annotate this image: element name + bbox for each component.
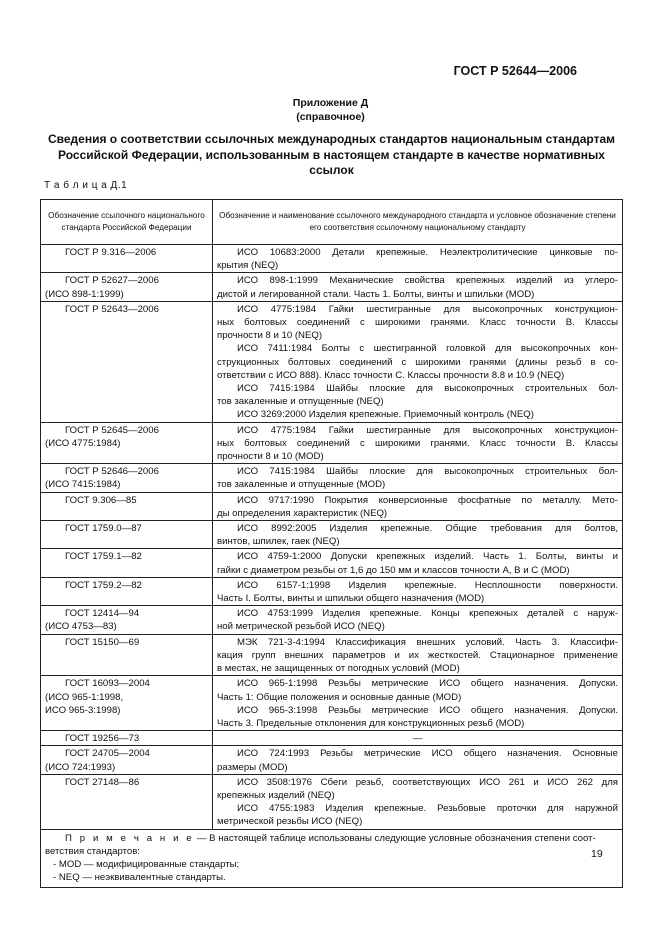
document-designation: ГОСТ Р 52644—2006	[453, 64, 577, 78]
international-standard-text: ИСО 7411:1984 Болты с шестигранной головкой для высокопрочных кон-	[237, 343, 618, 355]
international-standard-text: ИСО 4759-1:2000 Допуски крепежных изделий. Часть 1. Болты, винты и	[237, 551, 618, 563]
national-standard-cell	[41, 301, 213, 422]
heading-line: Сведения о соответствии ссылочных международных стандартов национальным стандартам	[48, 132, 615, 146]
note-first-line	[45, 832, 618, 845]
international-standard-cell	[213, 731, 623, 746]
international-standard-cell	[213, 606, 623, 634]
international-standard-text: крытия (NEQ)	[217, 260, 279, 272]
table-row	[41, 492, 623, 520]
table-row	[41, 731, 623, 746]
national-standard-designation: ГОСТ 19256—73	[65, 733, 140, 745]
national-standard-cell	[41, 492, 213, 520]
international-standard-cell	[213, 422, 623, 464]
table-row	[41, 245, 623, 273]
note-text: — В настоящей таблице использованы следующие условные обозначения степени соот-	[194, 832, 596, 844]
national-standard-designation: ГОСТ Р 9.316—2006	[65, 247, 157, 258]
national-standard-cell	[41, 676, 213, 731]
page-number: 19	[591, 848, 603, 860]
international-standard-text: Часть I. Болты, винты и шпильки общего назначения (MOD)	[217, 593, 485, 605]
international-standard-text: прочности 8 и 10 (MOD)	[217, 451, 324, 463]
international-standard-text: ИСО 9717:1990 Покрытия конверсионные фосфатные по металлу. Мето-	[237, 494, 618, 506]
note-label: П р и м е ч а н и е	[65, 832, 195, 844]
international-standard-text: ИСО 3269:2000 Изделия крепежные. Приемочный контроль (NEQ)	[237, 409, 534, 421]
international-standard-text: ИСО 3508:1976 Сбеги резьб, соответствующих ИСО 261 и ИСО 262 для	[237, 776, 618, 788]
national-standard-designation: ИСО 965-3:1998)	[45, 704, 121, 716]
international-standard-text: ИСО 724:1993 Резьбы метрические ИСО общего назначения. Основные	[237, 748, 618, 760]
international-standard-text: винтов, шпилек, гаек (NEQ)	[217, 536, 340, 548]
national-standard-cell	[41, 746, 213, 774]
international-standard-text: ды определения характеристик (NEQ)	[217, 507, 388, 519]
international-standard-text: гайки с диаметром резьбы от 1,6 до 150 мм и классов точности А, В и С (MOD)	[217, 564, 570, 576]
national-standard-designation: ГОСТ 24705—2004	[65, 748, 150, 760]
national-standard-designation: ГОСТ Р 52645—2006	[65, 424, 159, 436]
international-standard-cell	[213, 301, 623, 422]
international-standard-text: ИСО 6157-1:1998 Изделия крепежные. Несплошности поверхности.	[237, 579, 618, 591]
international-standard-cell	[213, 273, 623, 301]
international-standard-text: ной метрической резьбой ИСО (NEQ)	[217, 621, 385, 633]
national-standard-cell	[41, 464, 213, 492]
international-standard-text: МЭК 721-3-4:1994 Классификация внешних условий. Часть 3. Классифи-	[237, 636, 618, 648]
national-standard-designation: ГОСТ 9.306—85	[65, 494, 137, 506]
national-standard-designation: (ИСО 965-1:1998,	[45, 691, 124, 703]
table-body	[41, 245, 623, 830]
national-standard-designation: ГОСТ 1759.0—87	[65, 523, 142, 535]
international-standard-text: ИСО 10683:2000 Детали крепежные. Неэлектролитические цинковые по-	[237, 247, 618, 258]
international-standard-text: ИСО 4775:1984 Гайки шестигранные для высокопрочных конструкцион-	[237, 303, 618, 315]
appendix-subtitle: (справочное)	[296, 111, 365, 123]
appendix-title: Приложение Д	[292, 97, 369, 109]
table-row	[41, 422, 623, 464]
table-caption: Т а б л и ц а Д.1	[44, 180, 128, 191]
international-standard-text: ИСО 4755:1983 Изделия крепежные. Резьбовые проточки для наружной	[237, 803, 618, 815]
column-header-international: Обозначение и наименование ссылочного международного стандарта и условное обозначение степени его соответствия ссылочному национальному стандарту	[213, 200, 623, 245]
international-standard-cell	[213, 464, 623, 492]
international-standard-text: дистой и легированной стали. Часть 1. Болты, винты и шпильки (MOD)	[217, 288, 535, 300]
national-standard-designation: ГОСТ Р 52643—2006	[65, 303, 159, 315]
international-standard-text: метрической резьбы ИСО (NEQ)	[217, 816, 363, 828]
national-standard-cell	[41, 606, 213, 634]
note-text-continued: ветствия стандартов:	[45, 845, 140, 857]
section-heading	[40, 132, 623, 179]
international-standard-text: ИСО 8992:2005 Изделия крепежные. Общие требования для болтов,	[237, 523, 618, 535]
national-standard-cell	[41, 273, 213, 301]
national-standard-designation: (ИСО 7415:1984)	[45, 479, 121, 491]
national-standard-designation: ГОСТ 1759.2—82	[65, 579, 142, 591]
heading-line: Российской Федерации, использованным в настоящем стандарте в качестве нормативных	[58, 147, 605, 162]
national-standard-designation: (ИСО 724:1993)	[45, 761, 116, 773]
national-standard-cell	[41, 731, 213, 746]
national-standard-cell	[41, 422, 213, 464]
international-standard-text: ИСО 965-1:1998 Резьбы метрические ИСО общего назначения. Допуски.	[237, 678, 618, 690]
table-row	[41, 634, 623, 676]
national-standard-designation: ГОСТ 27148—86	[65, 776, 140, 788]
international-standard-text: Часть 1: Общие положения и основные данные (MOD)	[217, 691, 462, 703]
international-standard-text: ИСО 7415:1984 Шайбы плоские для высокопрочных строительных бол-	[237, 466, 618, 478]
national-standard-designation: (ИСО 4775:1984)	[45, 437, 121, 449]
international-standard-text: тов закаленные и отпущенные (MOD)	[217, 479, 386, 491]
national-standard-designation: ГОСТ Р 52646—2006	[65, 466, 159, 478]
international-standard-text: ИСО 898-1:1999 Механические свойства крепежных изделий из углеро-	[237, 275, 618, 287]
international-standard-cell	[213, 676, 623, 731]
international-standard-cell	[213, 492, 623, 520]
heading-line: ссылок	[309, 163, 354, 177]
international-standard-text: в местах, не защищенных от погодных условий (MOD)	[217, 663, 460, 675]
national-standard-designation: ГОСТ 16093—2004	[65, 678, 150, 690]
table-row	[41, 549, 623, 577]
national-standard-designation: ГОСТ 1759.1—82	[65, 551, 142, 563]
international-standard-text: Часть 3. Предельные отклонения для конструкционных резьб (MOD)	[217, 717, 525, 729]
standards-table	[40, 199, 623, 888]
table-note-row	[41, 829, 623, 888]
international-standard-text: ных болтовых соединений с широкими гранями. Класс точности В. Классы	[217, 437, 618, 449]
international-standard-text: ИСО 4753:1999 Изделия крепежные. Концы крепежных деталей с наруж-	[237, 608, 618, 620]
national-standard-designation: ГОСТ 12414—94	[65, 608, 140, 620]
national-standard-cell	[41, 774, 213, 829]
table-row	[41, 746, 623, 774]
table-row	[41, 464, 623, 492]
international-standard-text: струкционных болтовых соединений с широкими гранями (длины резьб в со-	[217, 356, 618, 368]
international-standard-text: размеры (MOD)	[217, 761, 288, 773]
table-row	[41, 301, 623, 422]
table-row	[41, 273, 623, 301]
column-header-national: Обозначение ссылочного национального стандарта Российской Федерации	[41, 200, 213, 245]
international-standard-text: прочности 8 и 10 (NEQ)	[217, 330, 323, 342]
national-standard-cell	[41, 577, 213, 605]
international-standard-text: —	[412, 733, 423, 745]
table-row	[41, 676, 623, 731]
table-header-row	[41, 200, 623, 245]
note-item-mod: - MOD — модифицированные стандарты;	[53, 858, 240, 870]
table-row	[41, 521, 623, 549]
international-standard-cell	[213, 245, 623, 273]
international-standard-cell	[213, 549, 623, 577]
international-standard-cell	[213, 634, 623, 676]
national-standard-designation: (ИСО 898-1:1999)	[45, 288, 124, 300]
international-standard-text: ИСО 7415:1984 Шайбы плоские для высокопрочных строительных бол-	[237, 383, 618, 395]
international-standard-text: кация групп внешних параметров и их жесткостей. Стационарное применение	[217, 649, 618, 661]
international-standard-text: ИСО 4775:1984 Гайки шестигранные для высокопрочных конструкцион-	[237, 424, 618, 436]
international-standard-cell	[213, 521, 623, 549]
note-item-neq: - NEQ — неэквивалентные стандарты.	[53, 872, 226, 884]
national-standard-designation: ГОСТ 15150—69	[65, 636, 140, 648]
international-standard-cell	[213, 746, 623, 774]
international-standard-cell	[213, 774, 623, 829]
national-standard-cell	[41, 549, 213, 577]
international-standard-text: ных болтовых соединений с широкими гранями. Класс точности В. Классы	[217, 317, 618, 329]
national-standard-designation: ГОСТ Р 52627—2006	[65, 275, 159, 287]
national-standard-cell	[41, 245, 213, 273]
international-standard-text: крепежных изделий (NEQ)	[217, 789, 335, 801]
international-standard-text: ИСО 965-3:1998 Резьбы метрические ИСО общего назначения. Допуски.	[237, 704, 618, 716]
table-row	[41, 606, 623, 634]
international-standard-cell	[213, 577, 623, 605]
national-standard-cell	[41, 521, 213, 549]
national-standard-designation: (ИСО 4753—83)	[45, 621, 117, 633]
national-standard-cell	[41, 634, 213, 676]
table-row	[41, 774, 623, 829]
international-standard-text: ответствии с ИСО 888). Класс точности С. Классы прочности 8.8 и 10.9 (NEQ)	[217, 369, 565, 381]
table-row	[41, 577, 623, 605]
international-standard-text: тов закаленные и отпущенные (NEQ)	[217, 396, 384, 408]
